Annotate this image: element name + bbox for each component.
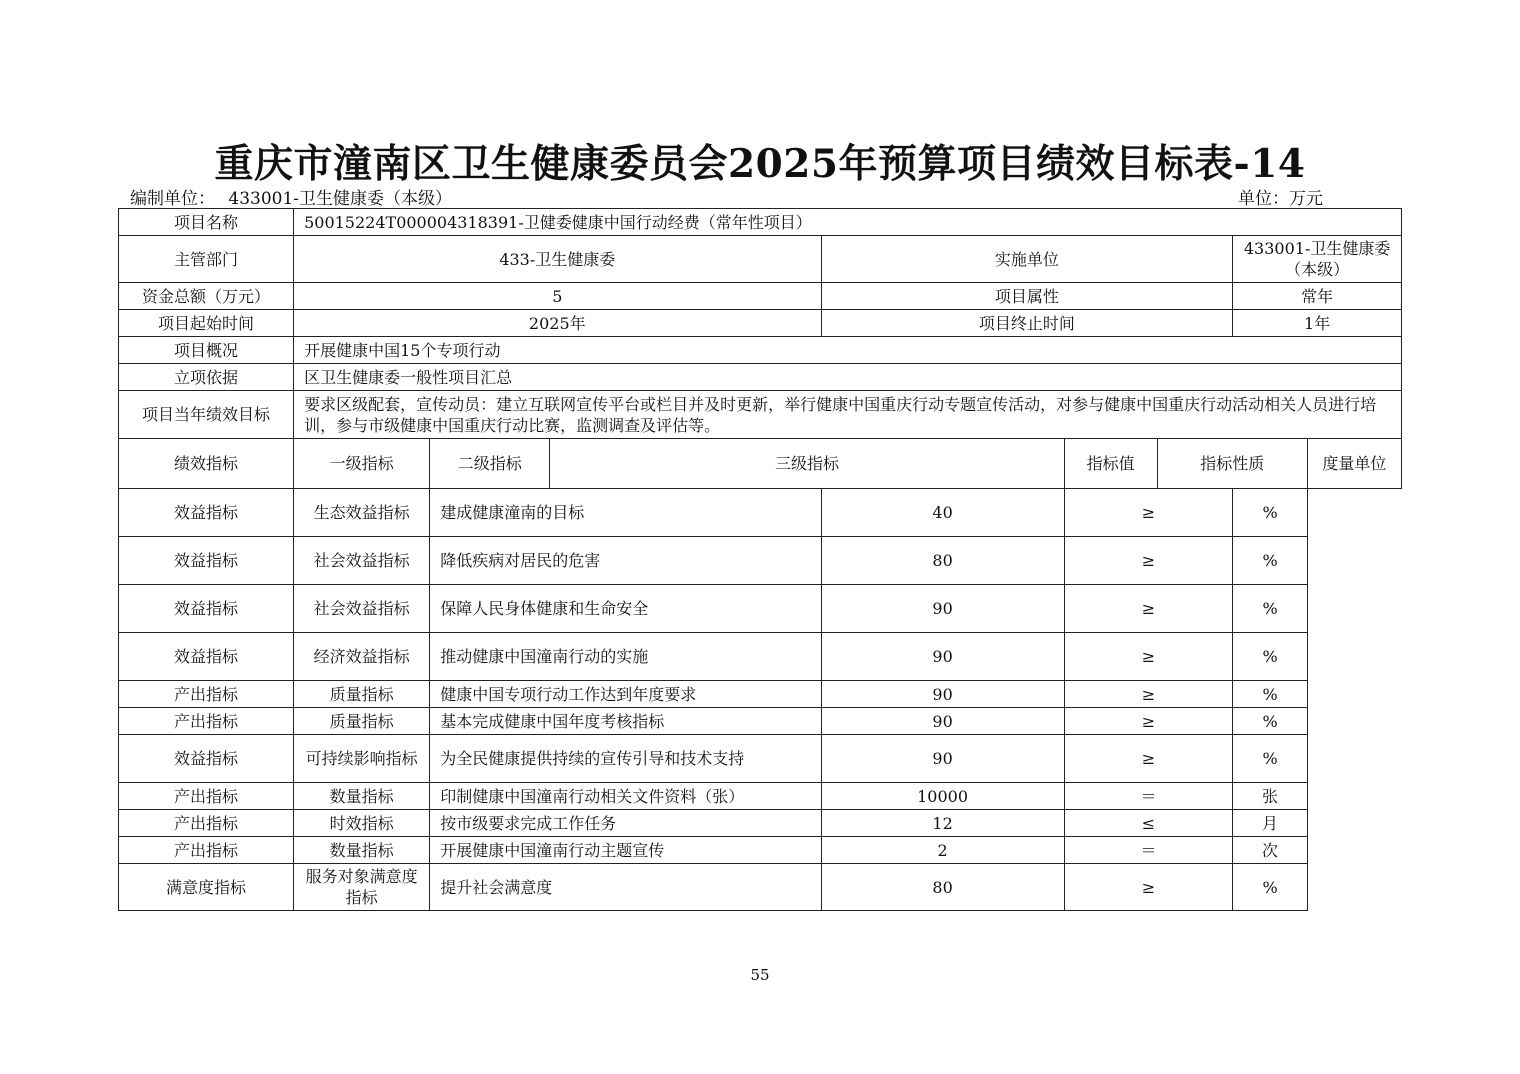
indicator-nature: ≥ <box>1064 537 1233 585</box>
indicator-level2: 数量指标 <box>294 837 430 864</box>
indicator-value: 80 <box>821 864 1064 911</box>
indicator-level2: 服务对象满意度指标 <box>294 864 430 911</box>
indicator-level1: 效益指标 <box>119 735 294 783</box>
indicator-value: 90 <box>821 735 1064 783</box>
indicator-unit: % <box>1233 633 1308 681</box>
indicator-value: 90 <box>821 708 1064 735</box>
indicator-level1: 满意度指标 <box>119 864 294 911</box>
indicator-level1: 产出指标 <box>119 810 294 837</box>
indicator-level2: 质量指标 <box>294 681 430 708</box>
indicator-level3: 保障人民身体健康和生命安全 <box>430 585 821 633</box>
indicator-level2: 生态效益指标 <box>294 489 430 537</box>
project-name-value: 50015224T000004318391-卫健委健康中国行动经费（常年性项目） <box>294 209 1402 236</box>
basis-label: 立项依据 <box>119 364 294 391</box>
indicator-level3: 建成健康潼南的目标 <box>430 489 821 537</box>
header-value: 指标值 <box>1064 439 1157 489</box>
row-department <box>119 236 1402 283</box>
indicator-row <box>119 708 1402 735</box>
indicator-unit: % <box>1233 864 1308 911</box>
indicator-nature: ≥ <box>1064 735 1233 783</box>
indicator-level3: 健康中国专项行动工作达到年度要求 <box>430 681 821 708</box>
indicator-value: 40 <box>821 489 1064 537</box>
indicator-row <box>119 537 1402 585</box>
dept-label: 主管部门 <box>119 236 294 283</box>
attr-label: 项目属性 <box>821 283 1233 310</box>
end-label: 项目终止时间 <box>821 310 1233 337</box>
header-level2: 二级指标 <box>430 439 550 489</box>
indicator-nature: ＝ <box>1064 783 1233 810</box>
dept-value: 433-卫生健康委 <box>294 236 821 283</box>
indicator-level1: 效益指标 <box>119 585 294 633</box>
row-project-name <box>119 209 1402 236</box>
indicator-level1: 效益指标 <box>119 537 294 585</box>
org-value: 433001-卫生健康委（本级） <box>228 189 453 209</box>
indicator-row <box>119 633 1402 681</box>
indicator-nature: ≤ <box>1064 810 1233 837</box>
indicator-unit: % <box>1233 585 1308 633</box>
indicator-value: 12 <box>821 810 1064 837</box>
indicator-level3: 降低疾病对居民的危害 <box>430 537 821 585</box>
header-level1: 一级指标 <box>294 439 430 489</box>
indicator-unit: % <box>1233 708 1308 735</box>
indicator-level2: 可持续影响指标 <box>294 735 430 783</box>
page-title: 重庆市潼南区卫生健康委员会2025年预算项目绩效目标表-14 <box>214 141 1306 187</box>
indicator-level2: 数量指标 <box>294 783 430 810</box>
overview-label: 项目概况 <box>119 337 294 364</box>
indicator-row <box>119 489 1402 537</box>
indicator-rows <box>119 489 1402 911</box>
indicator-level2: 社会效益指标 <box>294 585 430 633</box>
indicator-level1: 产出指标 <box>119 837 294 864</box>
indicator-row <box>119 864 1402 911</box>
indicator-level2: 质量指标 <box>294 708 430 735</box>
indicator-value: 90 <box>821 681 1064 708</box>
end-value: 1年 <box>1233 310 1402 337</box>
goal-label: 项目当年绩效目标 <box>119 391 294 439</box>
header-level3: 三级指标 <box>550 439 1064 489</box>
indicator-row <box>119 810 1402 837</box>
org-label: 编制单位： <box>130 189 215 209</box>
page-number: 55 <box>750 966 770 984</box>
indicator-value: 90 <box>821 585 1064 633</box>
start-value: 2025年 <box>294 310 821 337</box>
indicator-header-row <box>119 439 1402 489</box>
org-info <box>130 184 452 209</box>
indicator-level3: 开展健康中国潼南行动主题宣传 <box>430 837 821 864</box>
indicator-nature: ＝ <box>1064 837 1233 864</box>
header-nature: 指标性质 <box>1157 439 1307 489</box>
indicator-row <box>119 783 1402 810</box>
indicator-value: 80 <box>821 537 1064 585</box>
indicator-value: 90 <box>821 633 1064 681</box>
indicator-unit: % <box>1233 537 1308 585</box>
indicator-unit: 月 <box>1233 810 1308 837</box>
indicator-unit: % <box>1233 735 1308 783</box>
goal-value: 要求区级配套，宣传动员：建立互联网宣传平台或栏目并及时更新，举行健康中国重庆行动专题宣传活动，对参与健康中国重庆行动活动相关人员进行培训，参与市级健康中国重庆行动比赛，监测调查及评估等。 <box>294 391 1402 439</box>
impl-value: 433001-卫生健康委（本级） <box>1233 236 1402 283</box>
indicator-level3: 提升社会满意度 <box>430 864 821 911</box>
indicator-level3: 基本完成健康中国年度考核指标 <box>430 708 821 735</box>
row-basis <box>119 364 1402 391</box>
indicator-unit: 张 <box>1233 783 1308 810</box>
indicator-level1: 产出指标 <box>119 681 294 708</box>
indicator-value: 2 <box>821 837 1064 864</box>
basis-value: 区卫生健康委一般性项目汇总 <box>294 364 1402 391</box>
indicator-unit: 次 <box>1233 837 1308 864</box>
impl-label: 实施单位 <box>821 236 1233 283</box>
indicator-level1: 产出指标 <box>119 708 294 735</box>
funds-label: 资金总额（万元） <box>119 283 294 310</box>
indicator-nature: ≥ <box>1064 489 1233 537</box>
overview-value: 开展健康中国15个专项行动 <box>294 337 1402 364</box>
indicator-unit: % <box>1233 489 1308 537</box>
attr-value: 常年 <box>1233 283 1402 310</box>
indicator-nature: ≥ <box>1064 708 1233 735</box>
indicator-value: 10000 <box>821 783 1064 810</box>
indicator-row <box>119 735 1402 783</box>
row-funds <box>119 283 1402 310</box>
indicator-nature: ≥ <box>1064 864 1233 911</box>
funds-value: 5 <box>294 283 821 310</box>
indicator-level1: 产出指标 <box>119 783 294 810</box>
unit-label: 单位：万元 <box>1238 189 1323 209</box>
indicator-level1: 效益指标 <box>119 489 294 537</box>
indicator-row <box>119 681 1402 708</box>
indicator-level3: 为全民健康提供持续的宣传引导和技术支持 <box>430 735 821 783</box>
performance-table <box>118 208 1402 911</box>
indicator-level3: 印制健康中国潼南行动相关文件资料（张） <box>430 783 821 810</box>
row-time <box>119 310 1402 337</box>
indicator-level2: 社会效益指标 <box>294 537 430 585</box>
indicator-nature: ≥ <box>1064 681 1233 708</box>
row-goal <box>119 391 1402 439</box>
row-overview <box>119 337 1402 364</box>
indicator-section-label: 绩效指标 <box>119 439 294 489</box>
indicator-level1: 效益指标 <box>119 633 294 681</box>
start-label: 项目起始时间 <box>119 310 294 337</box>
indicator-unit: % <box>1233 681 1308 708</box>
indicator-level2: 时效指标 <box>294 810 430 837</box>
indicator-level3: 推动健康中国潼南行动的实施 <box>430 633 821 681</box>
indicator-level3: 按市级要求完成工作任务 <box>430 810 821 837</box>
indicator-level2: 经济效益指标 <box>294 633 430 681</box>
header-unit: 度量单位 <box>1307 439 1401 489</box>
indicator-row <box>119 837 1402 864</box>
indicator-row <box>119 585 1402 633</box>
indicator-nature: ≥ <box>1064 585 1233 633</box>
project-name-label: 项目名称 <box>119 209 294 236</box>
indicator-nature: ≥ <box>1064 633 1233 681</box>
